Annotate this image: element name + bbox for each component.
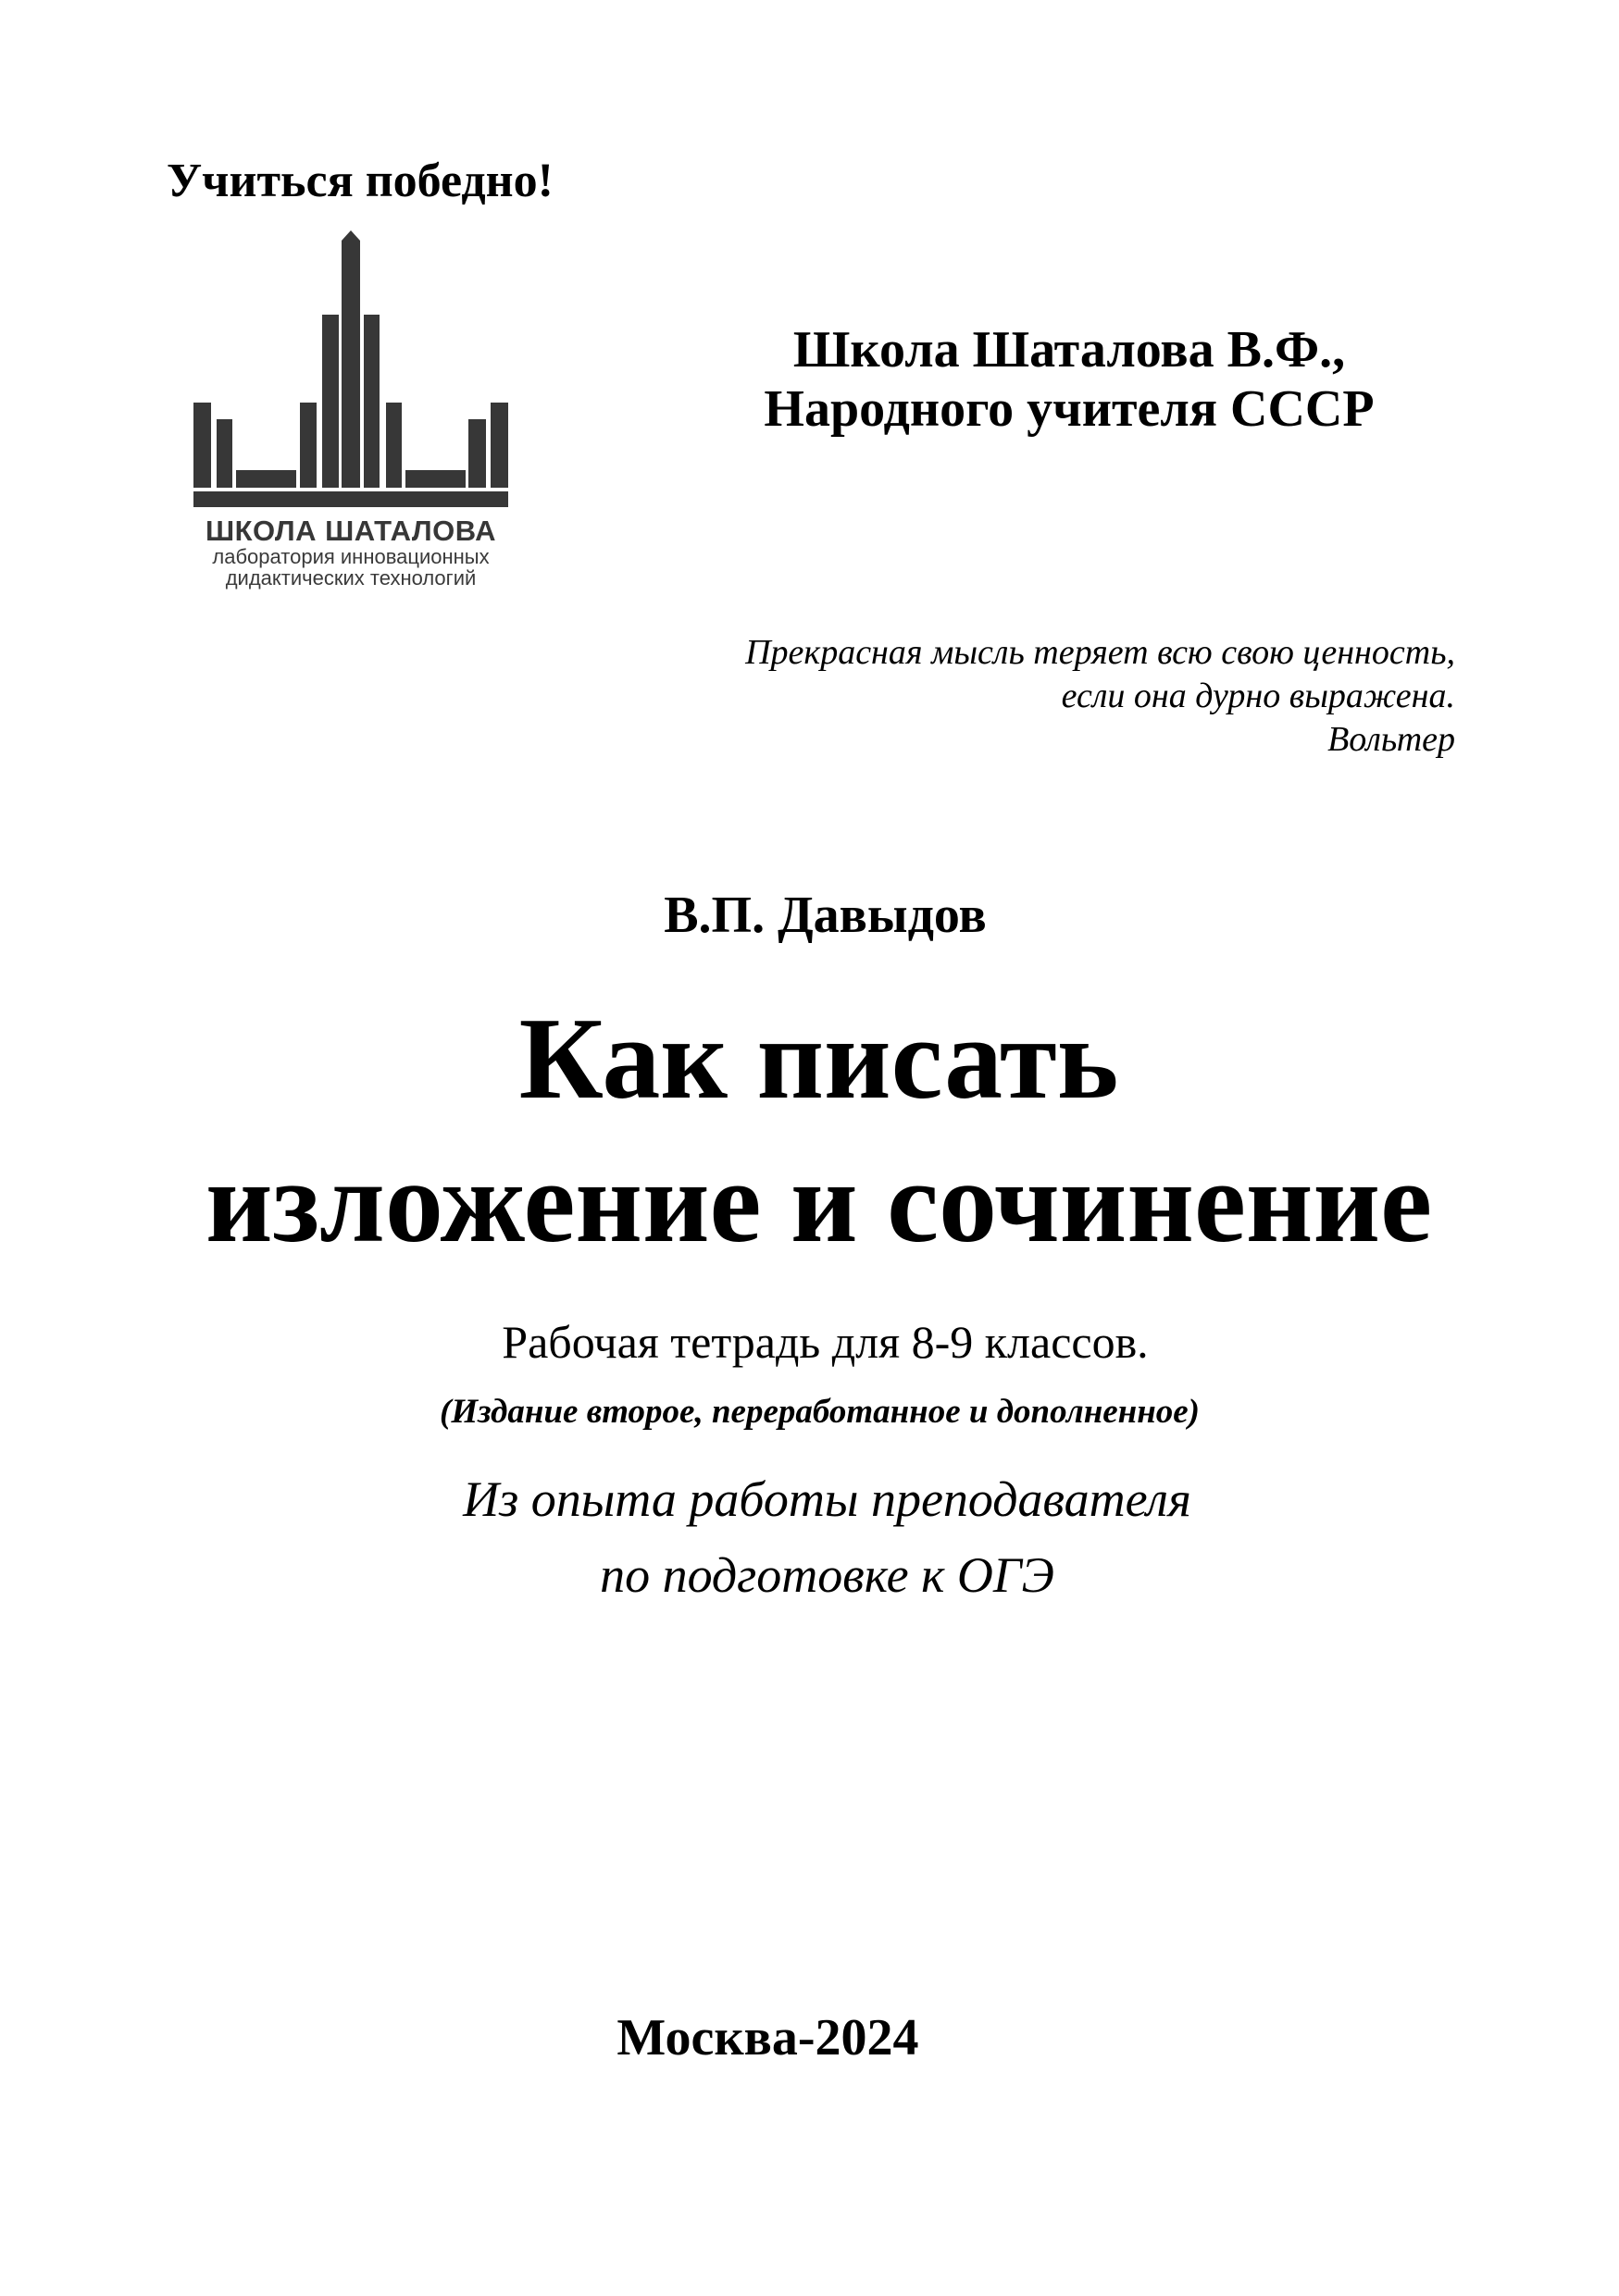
school-heading-line1: Школа Шаталова В.Ф., [792, 321, 1346, 379]
epigraph-attribution: Вольтер [1327, 720, 1455, 759]
experience-line1: Из опыта работы преподавателя [463, 1471, 1191, 1527]
epigraph [745, 631, 1455, 762]
epigraph-line2: если она дурно выражена. [1061, 676, 1455, 715]
book-title-line2: изложение и сочинение [205, 1138, 1433, 1267]
logo-subtitle-line1: лаборатория инновационных [212, 545, 490, 568]
school-heading [759, 320, 1379, 439]
experience-note [18, 1461, 1619, 1613]
epigraph-line1: Прекрасная мысль теряет всю свою ценность, [745, 633, 1455, 672]
author-name: В.П. Давыдов [664, 887, 987, 944]
subtitle: Рабочая тетрадь для 8-9 классов. [502, 1316, 1149, 1368]
book-title-line1: Как писать [518, 995, 1119, 1123]
slogan: Учиться победно! [167, 155, 554, 207]
school-logo [166, 230, 536, 589]
imprint: Москва-2024 [616, 2009, 919, 2066]
experience-line2: по подготовке к ОГЭ [600, 1547, 1054, 1603]
edition-note: (Издание второе, переработанное и дополненное) [440, 1393, 1200, 1431]
logo-name: ШКОЛА ШАТАЛОВА [205, 515, 496, 547]
school-heading-line2: Народного учителя СССР [764, 380, 1375, 438]
building-logo-icon [193, 230, 508, 507]
logo-subtitle-line2: дидактических технологий [225, 566, 477, 590]
book-title [9, 987, 1619, 1274]
